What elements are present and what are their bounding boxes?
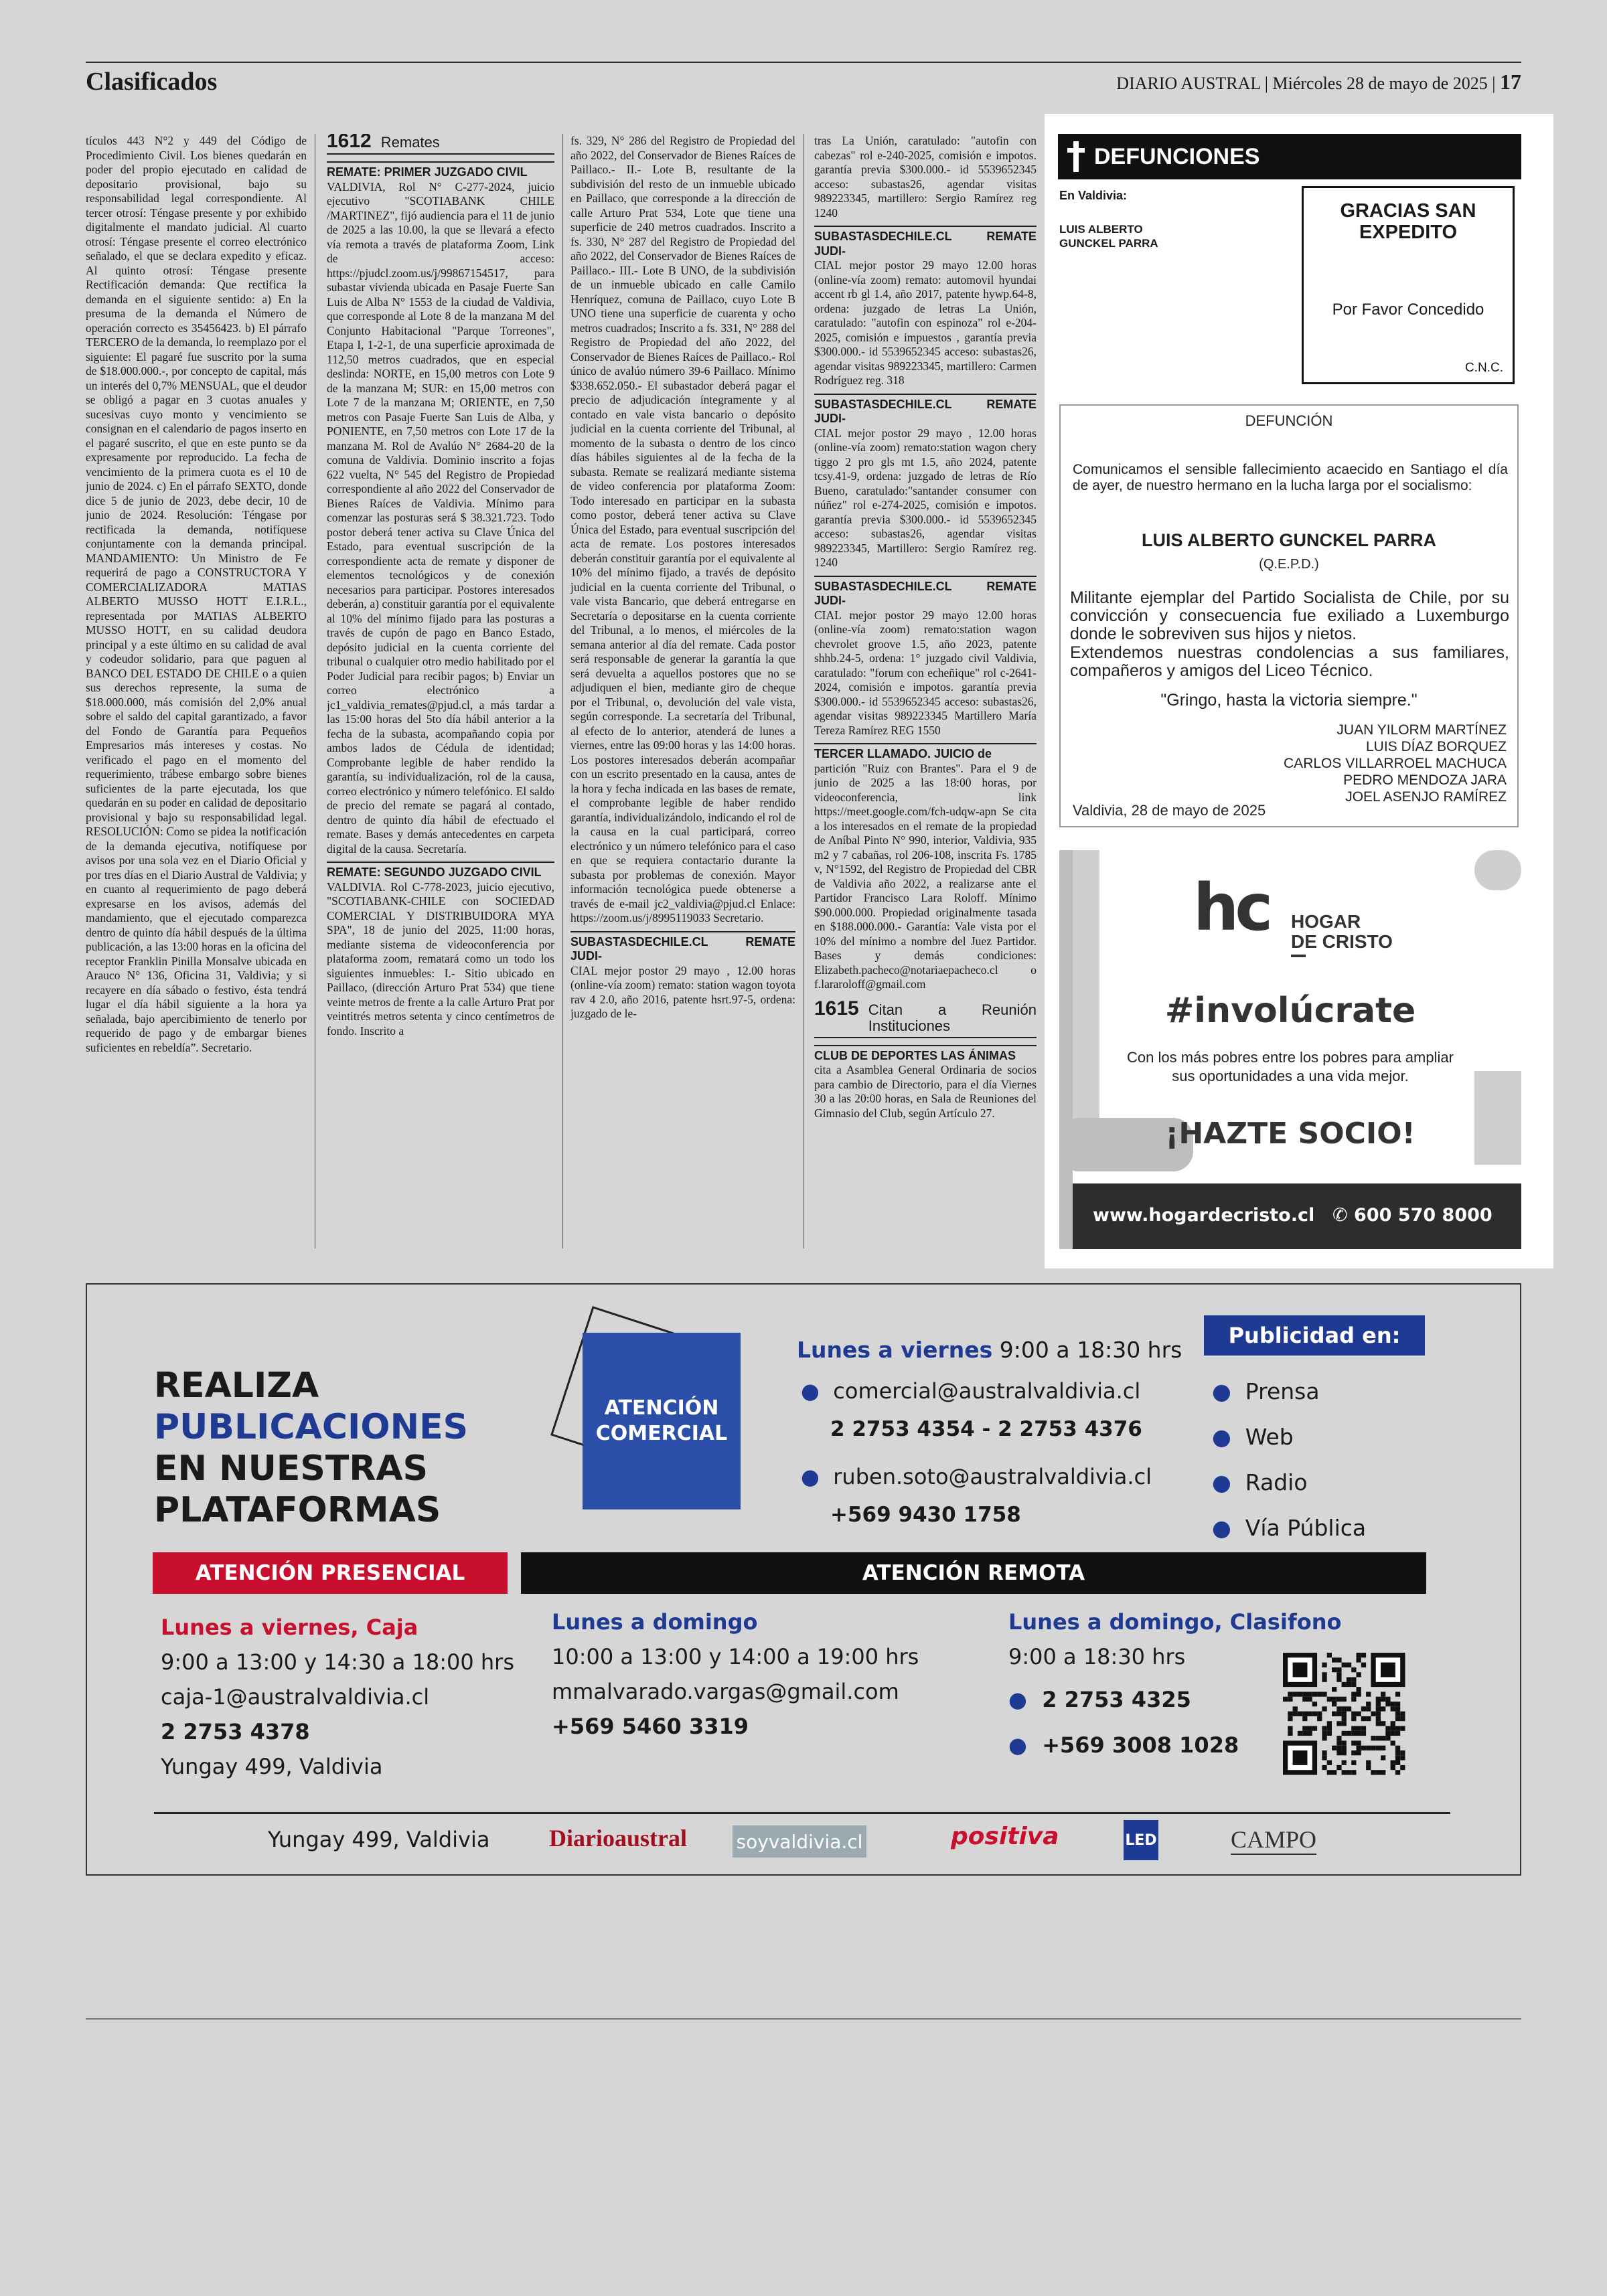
atencion-comercial-box: ATENCIÓN COMERCIAL xyxy=(583,1333,741,1509)
deceased-short-name: LUIS ALBERTO GUNCKEL PARRA xyxy=(1059,223,1158,250)
sales-email[interactable]: ruben.soto@australvaldivia.cl xyxy=(833,1464,1152,1489)
publicidad-item: ● Radio xyxy=(1212,1469,1308,1495)
hogar-de-cristo-ad xyxy=(1059,850,1521,1249)
signer: JUAN YILORM MARTÍNEZ xyxy=(1336,722,1507,738)
column-3 xyxy=(570,134,795,1248)
column-divider xyxy=(562,134,563,1248)
hogar-subtext-line1: Con los más pobres entre los pobres para ampliar xyxy=(1127,1049,1454,1066)
ad-title: REMATE: PRIMER JUZGADO CIVIL xyxy=(327,161,554,180)
logo-led: LED xyxy=(1124,1820,1158,1860)
remota-label-1: Lunes a domingo xyxy=(552,1609,758,1635)
paper-info xyxy=(1116,70,1521,94)
hogar-hashtag: #involúcrate xyxy=(1164,991,1416,1031)
ad-text: CIAL mejor postor 29 mayo , 12.00 horas (online-vía zoom) remato:station wagon chery tiggo 2 pro gls mt 1.5, año 2024, patente tcsy.41-9, ordena: juzgado de letras de Río Bueno, caratulado:"santander consumer con núñez" rol e-274-2025, comisión e impotos. garantía previa $300.000.- id 5539652345 acceso: subastas26, agendar visitas 989223345, Martillero: Sergio Ramírez reg. 1240 xyxy=(814,426,1037,569)
obituary-place-date: Valdivia, 28 de mayo de 2025 xyxy=(1073,802,1266,819)
ad-title: SUBASTASDECHILE.CL REMATE JUDI- xyxy=(814,576,1037,608)
logo-positiva: positiva xyxy=(951,1823,1059,1850)
category-label: Citan a Reunión Instituciones xyxy=(868,1001,1037,1034)
footer-address: Yungay 499, Valdivia xyxy=(268,1827,490,1852)
column-2 xyxy=(327,134,554,1248)
bullet-icon: ● xyxy=(1212,1515,1231,1541)
remota-hours-1: 10:00 a 13:00 y 14:00 a 19:00 hrs xyxy=(552,1644,919,1669)
ad-text: partición "Ruiz con Brantes". Para el 9 de junio de 2025 a las 18:00 horas, por videoconferencia, link https://meet.google.com/fch-udqw-apn Se cita a los interesados en el remate de la propiedad de Aníbal Pinto N° 990, interior, Valdivia, 935 m2 y 7 cabañas, rol 206-108, inscrita Fs. 1785 v, N°1592, del Registro de Propiedad del CBR de Valdivia año 2022, a realizarse ante el Partidor Francisco Lara Roloff. Mínimo $90.000.000. Propiedad originalmente tasada en $188.000.000.- Garantía: Vale vista por el 10% del mínimo a nombre del Juez Partidor. Bases y demás condiciones: Elizabeth.pacheco@notariaepacheco.cl o f.lararoloff@gmail.com xyxy=(814,761,1037,991)
ad-text: VALDIVIA. Rol C-778-2023, juicio ejecutivo, "SCOTIABANK-CHILE con SOCIEDAD COMERCIAL Y DISTRIBUIDORA MYA SPA", 18 de junio del 2025, 11:00 horas, mediante sistema de videoconferencia por plataforma zoom, rematará como un todo los siguientes inmuebles: I.- Sitio ubicado en Paillaco, (dirección Arturo Prat 534) que tiene veinte metros de frente a la calle Arturo Prat por veintitrés metros setenta y cinco centímetros de fondo. Inscrito a xyxy=(327,880,554,1038)
remota-label-2: Lunes a domingo, Clasifono xyxy=(1008,1609,1342,1635)
publicidad-title: Publicidad en: xyxy=(1204,1315,1425,1356)
logo-diarioaustral: Diarioaustral xyxy=(549,1825,687,1852)
signer: PEDRO MENDOZA JARA xyxy=(1343,772,1507,788)
page-bottom-rule xyxy=(86,2018,1521,2020)
presencial-phone: 2 2753 4378 xyxy=(161,1719,310,1744)
ad-text: tras La Unión, caratulado: "autofin con cabezas" rol e-240-2025, comisión e impotos. garantía previa $300.000.- id 5539652345 acceso: subastas26, agendar visitas 989223345, martillero: Sergio Ramírez reg 1240 xyxy=(814,134,1037,220)
presencial-hours: 9:00 a 13:00 y 14:30 a 18:00 hrs xyxy=(161,1649,514,1675)
presencial-address: Yungay 499, Valdivia xyxy=(161,1754,383,1779)
bullet-icon: ● xyxy=(801,1378,820,1404)
page-number: 17 xyxy=(1500,70,1521,94)
presencial-details xyxy=(161,1610,514,1784)
banner-headline xyxy=(154,1365,468,1531)
obituary-body: Militante ejemplar del Partido Socialista de Chile, por su convicción y consecuencia fue exiliado a Luxemburgo donde le sobreviven sus hijos y nietos. xyxy=(1070,588,1509,643)
thanks-title: GRACIAS SAN EXPEDITO xyxy=(1340,200,1476,243)
category-label: Remates xyxy=(380,134,440,151)
ad-title: SUBASTASDECHILE.CL REMATE JUDI- xyxy=(570,931,795,964)
obituary-intro: Comunicamos el sensible fallecimiento acaecido en Santiago el día de ayer, de nuestro hermano en la lucha larga por el socialismo: xyxy=(1073,462,1508,493)
hours-value: 9:00 a 18:30 hrs xyxy=(999,1337,1182,1363)
sales-email-row xyxy=(801,1464,1152,1489)
commercial-hours xyxy=(797,1337,1182,1363)
hogar-cta: ¡HAZTE SOCIO! xyxy=(1165,1117,1415,1151)
ad-text: VALDIVIA, Rol N° C-277-2024, juicio ejecutivo "SCOTIABANK CHILE /MARTINEZ", fijó audiencia para el 11 de junio de 2025 a las 10.00, la que se llevará a efecto vía remota a través de plataforma Zoom, Link de acceso: https://pjudcl.zoom.us/j/99867154517, para subastar vivienda ubicada en Pasaje Fuerte San Luis de Alba N° 1553 de la ciudad de Valdivia, que corresponde al Lote 8 de la manzana M del Conjunto Habitacional "Parque Torreones", Etapa I, 1-2-1, de una superficie aproximada de 112,50 metros cuadrados, que en especial deslinda: NORTE, en 15,00 metros con Lote 9 de la manzana M; SUR: en 15,00 metros con Lote 7 de la manzana M; ORIENTE, en 7,50 metros con Pasaje Fuerte San Luis de Alba, y PONIENTE, en 7,50 metros con Lote 17 de la manzana M. Rol de Avalúo N° 2684-20 de la comuna de Valdivia. Dominio inscrito a fojas 622 vuelta, N° 545 del Registro de Propiedad correspondiente al año 2022 del Conservador de Bienes Raíces de Valdivia. Mínimo para comenzar las posturas será $ 38.321.723. Todo postor deberá tener activa su Clave Única del Estado, para eventual suscripción de la correspondiente acta de remate y disponer de elementos tecnológicos y de conexión necesarios para participar. Postores interesados deberán, a) constituir garantía por el equivalente al 10% del mínimo fijado para las posturas a través de cupón de pago en Banco Estado, depósito judicial en la cuenta corriente del tribunal o cualquier otro medio habilitado por el Poder Judicial para recibir pagos; b) Enviar un correo electrónico a jc1_valdivia_remates@pjud.cl, a más tardar a las 15:00 horas del 5to día hábil anterior a la fecha de la subasta, acompañando copia por ambos lados de Cédula de identidad; Comprobante legible de haber rendido la garantía, su individualización, rol de la causa, correo electrónico y número telefónico. El saldo de precio del remate se pagará al contado, dentro de quinto día hábil de efectuado el remate. Bases y demás antecedentes en carpeta digital de la causa. Secretaría. xyxy=(327,179,554,855)
defunciones-title: DEFUNCIONES xyxy=(1094,143,1260,169)
ad-title: CLUB DE DEPORTES LAS ÁNIMAS xyxy=(814,1045,1037,1064)
ad-text: fs. 329, N° 286 del Registro de Propiedad del año 2022, del Conservador de Bienes Raíces de Paillaco.- II.- Lote B, resultante de la subdivisión del resto de un inmueble ubicado en Paillaco, que corresponde a la dirección de calle Arturo Prat 534, Lote que tiene una superficie de 240 metros cuadrados. Inscrito a fs. 330, N° 287 del Registro de Propiedad del año 2022, del Conservador de Bienes Raíces de Paillaco.- III.- Lote B UNO, de la subdivisión de un inmueble ubicado en calle Camilo Henríquez, comuna de Paillaco, cuyo Lote B UNO tiene una superficie de cuarenta y ocho metros cuadrados; Inscrito a fs. 331, N° 288 del Registro de Propiedad del año 2022, del Conservador de Bienes Raíces de Paillaco.- Rol único de avalúo número 39-6 Paillaco. Mínimo $338.652.050.- El subastador deberá pagar el precio de adjudicación íntegramente y al contado en vale vista bancario o depósito judicial en la cuenta corriente del Tribunal, al momento de la subasta o dentro de los cinco días hábiles siguientes al de la fecha de la subasta. Remate se realizará mediante sistema de video conferencia por plataforma Zoom: Todo interesado en participar en la subasta como postor, deberá tener activa su Clave Única del Estado, para eventual suscripción del acta de remate. Los postores interesados deberán constituir garantía por el equivalente al 10% del mínimo fijado, a través de depósito judicial en la cuenta corriente del Tribunal, o vale vista Bancario, que deberá entregarse en Secretaría o depositarse en la cuenta corriente del Tribunal, a lo menos, el miércoles de la semana anterior al día del remate. Cada postor será responsable de generar la garantía la que será devuelta a aquellos postores que no se adjudiquen el bien, mediante giro de cheque por el Tribunal, o, devolución del vale vista, según corresponde. La secretaría del Tribunal, al efecto de lo anterior, atenderá de lunes a viernes, entre las 09:00 horas y las 14:00 horas. Los postores interesados deberán acompañar con un escrito presentado en la causa, antes de la hora y fecha indicada en las bases de remate, el comprobante legible de haber rendido garantía, individualizándolo, indicando el rol de la causa en la cual participará, correo electrónico y un número telefónico para el caso en que se requiera contactario durante la subasta por problemas de conexión. Mayor información tecnológica puede obtenerse a través de e-mail jc2_valdivia@pjud.cl Enlace: https://zoom.us/j/8995119033 Secretario. xyxy=(570,134,795,924)
remota-phone-2b-row: ● +569 3008 1028 xyxy=(1008,1732,1239,1758)
cross-icon xyxy=(1067,141,1085,172)
legal-notice-text: tículos 443 N°2 y 449 del Código de Procedimiento Civil. Los bienes quedarán en poder del propio ejecutado en calidad de depositario provisional, bajo su responsabilidad legal correspondiente. Al tercer otrosí: Téngase presente y por exhibido digitalmente el mandato judicial. Al cuarto otrosí: Téngase presente el correo electrónico señalado, el que se declara expedito y eficaz. Al quinto otrosí: Téngase presente Rectificación demanda: Que rectifica la demanda en el siguiente sentido: a) En la presuma de la demanda el Número de operación correcto es 35456423. b) El párrafo TERCERO de la demanda, lo reemplazo por el siguiente: El pagaré fue suscrito por la suma de $18.000.000.-, por concepto de capital, más un interés del 0,7% MENSUAL, que el deudor se obligó a pagar en 3 cuotas anuales y sucesivas cuyo monto y vencimiento se consignan en el calendario de pagos inserto en el pagaré suscrito, el que en este punto se da expresamente por reproducido. La fecha de vencimiento de la primera cuota es el 10 de junio de 2024. c) En el párrafo SEXTO, donde dice 5 de junio de 2023, debe decir, 10 de junio de 2024. Resolución: Téngase por rectificada la demanda, notifíquese conjuntamente con la demanda principal. MANDAMIENTO: Un Ministro de Fe requerirá de pago a CONSTRUCTORA Y COMERCIALIZADORA MATIAS ALBERTO MUSSO HOTT E.I.R.L., representada por MATIAS ALBERTO MUSSO HOTT, en su calidad deudora principal y a este último en su calidad de aval y codeudor solidario, para que paguen al BANCO DEL ESTADO DE CHILE o a quien sus derechos represente, la suma de $18.000.000, más comisión del 2,0% anual sobre el saldo del capital garantizado, a favor del Fondo de Garantía para Pequeños Empresarios más intereses y costas. No verificado el pago en el momento del requerimiento, trábese embargo sobre bienes suficientes de la parte ejecutada, los que quedarán en su poder en calidad de depositario provisional y bajo su responsabilidad legal. RESOLUCIÓN: Como se pidea la notificación de la demanda ejecutiva, notifíquese por avisos por una sola vez en el Diario Oficial y por tres días en el Diario Austral de Valdivia; y en cuanto al requerimiento de pago deberá expresarse en los avisos, además del mandamiento, que el ejecutado comparezca dentro de quinto día hábil después de la última publicación, a las 13:00 horas en la oficina del receptor Franklin Pinilla Monsalve ubicada en Arauco N° 136, Oficina 31, Valdivia; y si recayere en día sábado o festivo, ésta tendrá lugar el día hábil siguiente a la hora ya señalada, bajo apercibimiento de tenerlo por requerido de pago y de embargar bienes suficientes en rebeldía”. Secretario. xyxy=(86,134,307,1054)
defunciones-bar xyxy=(1058,134,1521,179)
platforms-banner xyxy=(86,1283,1521,1876)
commercial-email[interactable]: comercial@australvaldivia.cl xyxy=(833,1378,1141,1404)
hogar-phone xyxy=(1332,1205,1493,1226)
commercial-email-row xyxy=(801,1378,1140,1404)
ad-text: CIAL mejor postor 29 mayo , 12.00 horas (online-vía zoom) remato: station wagon toyota rav 4 2.0, año 2016, patente hsrt.97-5, ordena: juzgado de le- xyxy=(570,963,795,1020)
headline-line: PLATAFORMAS xyxy=(154,1490,441,1530)
remota-phone-2a-row: ● 2 2753 4325 xyxy=(1008,1687,1191,1712)
thanks-signature: C.N.C. xyxy=(1465,361,1503,375)
obituary-qepd: (Q.E.P.D.) xyxy=(1259,557,1319,572)
category-header-remates xyxy=(327,134,554,155)
bullet-icon: ● xyxy=(801,1464,820,1489)
qr-code-icon[interactable] xyxy=(1283,1653,1406,1789)
hogar-logo-line1: HOGAR xyxy=(1291,911,1361,932)
sales-phone: +569 9430 1758 xyxy=(830,1503,1021,1527)
hogar-logo-mark: hc xyxy=(1193,870,1270,945)
hogar-logo-line2: DE CRISTO xyxy=(1291,931,1393,952)
obituary-quote: "Gringo, hasta la victoria siempre." xyxy=(1160,691,1418,710)
thanks-box xyxy=(1302,186,1515,384)
section-title: Clasificados xyxy=(86,68,218,96)
headline-line: REALIZA xyxy=(154,1366,319,1406)
column-4 xyxy=(814,134,1037,1248)
hogar-subtext-line2: sus oportunidades a una vida mejor. xyxy=(1172,1068,1409,1084)
ad-text: CIAL mejor postor 29 mayo 12.00 horas (online-vía zoom) remato: automovil hyundai accent rb gl 1.4, año 2017, patente hywp.64-8, ordena: juzgado de letras La Unión, caratulado: "autofin con espinoza" rol e-204-2025, comisión e impuestos , garantía previa $300.000.- id 5539652345 acceso: subastas26, agendar visitas 989223345, martillero: Carmen Rodríguez reg. 318 xyxy=(814,258,1037,387)
paper-name: DIARIO AUSTRAL xyxy=(1116,74,1261,93)
bullet-icon: ● xyxy=(1212,1469,1231,1495)
phone-icon: ✆ xyxy=(1332,1205,1355,1226)
ad-text: CIAL mejor postor 29 mayo 12.00 horas (online-vía zoom) remato:station wagon chevrolet groove 1.5, año 2023, patente shhb.24-5, ordena: 1° juzgado civil Valdivia, caratulado: "forum con echeñique" rol c-2641-2024, comisión e impotos. garantía previa $300.000.- id 5539652345 acceso: subastas26, agendar visitas 989223345 Martillero María Tereza Ramírez REG 1550 xyxy=(814,608,1037,737)
bullet-icon: ● xyxy=(1008,1732,1027,1758)
publicidad-list xyxy=(1212,1369,1366,1551)
remota-hours-2: 9:00 a 18:30 hrs xyxy=(1008,1644,1186,1669)
signer: CARLOS VILLARROEL MACHUCA xyxy=(1284,756,1507,771)
column-1 xyxy=(86,134,307,1248)
headline-line: EN NUESTRAS xyxy=(154,1449,429,1489)
presencial-bar: ATENCIÓN PRESENCIAL xyxy=(153,1552,508,1594)
obituary-title: DEFUNCIÓN xyxy=(1245,412,1333,429)
thanks-text: Por Favor Concedido xyxy=(1332,301,1484,319)
obituary-condolences: Extendemos nuestras condolencias a sus familiares, compañeros y amigos del Liceo Técnico. xyxy=(1070,643,1509,680)
ad-title: SUBASTASDECHILE.CL REMATE JUDI- xyxy=(814,226,1037,258)
publicidad-item: ● Web xyxy=(1212,1424,1294,1450)
remota-bar: ATENCIÓN REMOTA xyxy=(521,1552,1426,1594)
obituary-name: LUIS ALBERTO GUNCKEL PARRA xyxy=(1141,530,1436,550)
ad-title: TERCER LLAMADO. JUICIO de xyxy=(814,743,1037,762)
obituary-signers xyxy=(1284,722,1507,805)
bullet-icon: ● xyxy=(1212,1378,1231,1404)
obituary-box xyxy=(1059,404,1519,827)
signer: LUIS DÍAZ BORQUEZ xyxy=(1365,739,1507,754)
ad-title: SUBASTASDECHILE.CL REMATE JUDI- xyxy=(814,394,1037,426)
category-header-citan xyxy=(814,997,1037,1038)
publicidad-item: ● Vía Pública xyxy=(1212,1515,1367,1541)
presencial-email[interactable]: caja-1@australvaldivia.cl xyxy=(161,1684,430,1710)
signer: JOEL ASENJO RAMÍREZ xyxy=(1345,789,1507,805)
hogar-phone-number: 600 570 8000 xyxy=(1354,1205,1493,1226)
bullet-icon: ● xyxy=(1008,1687,1027,1712)
commercial-phones: 2 2753 4354 - 2 2753 4376 xyxy=(830,1417,1142,1441)
headline-line: PUBLICACIONES xyxy=(154,1407,469,1447)
remota-details-1 xyxy=(552,1605,919,1744)
logo-dash xyxy=(1291,955,1306,957)
hogar-logo-text xyxy=(1291,912,1393,957)
ad-title: REMATE: SEGUNDO JUZGADO CIVIL xyxy=(327,862,554,880)
category-number: 1615 xyxy=(814,997,859,1019)
city-label: En Valdivia: xyxy=(1059,189,1128,202)
category-number: 1612 xyxy=(327,134,372,152)
logo-campo: CAMPO xyxy=(1231,1825,1316,1855)
bullet-icon: ● xyxy=(1212,1424,1231,1450)
ad-text: cita a Asamblea General Ordinaria de socios para cambio de Directorio, para el día Viernes 30 a las 20:00 horas, en Sala de Reuniones del Gimnasio del Club, según Artículo 27. xyxy=(814,1063,1037,1120)
banner-footer-rule xyxy=(154,1812,1450,1814)
remota-email-1[interactable]: mmalvarado.vargas@gmail.com xyxy=(552,1679,899,1704)
issue-date: | Miércoles 28 de mayo de 2025 | xyxy=(1264,74,1496,93)
hours-label: Lunes a viernes xyxy=(797,1337,993,1363)
hogar-subtext xyxy=(1059,1048,1521,1086)
remota-phone-1: +569 5460 3319 xyxy=(552,1714,749,1739)
header-rule xyxy=(86,62,1521,63)
presencial-label: Lunes a viernes, Caja xyxy=(161,1615,418,1640)
logo-soyvaldivia: soyvaldivia.cl xyxy=(733,1825,866,1858)
hogar-url[interactable]: www.hogardecristo.cl xyxy=(1093,1205,1315,1226)
publicidad-item: ● Prensa xyxy=(1212,1378,1320,1404)
